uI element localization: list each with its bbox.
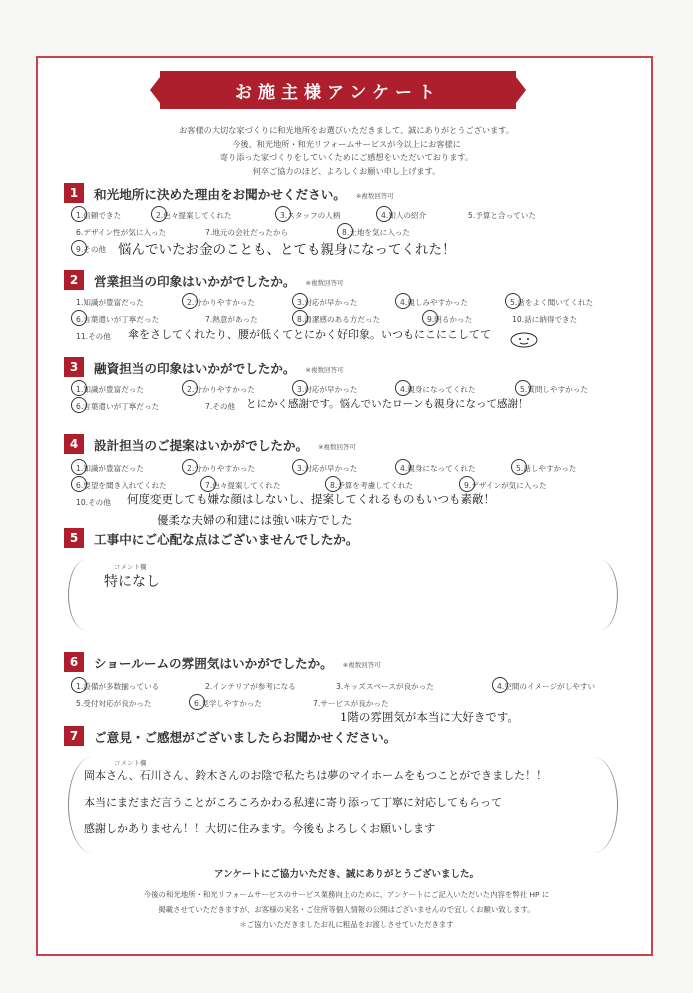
option-checkbox[interactable]: 4.空間のイメージがしやすい (497, 682, 596, 691)
option-checkbox[interactable]: 8.土地を気に入った (342, 228, 410, 237)
option-checkbox[interactable]: 3.スタッフの人柄 (280, 211, 341, 220)
intro-line: 寄り添った家づくりをしていくためにご感想をいただいております。 (219, 152, 474, 162)
smiley-drawing (508, 331, 540, 349)
option-checkbox[interactable]: 1.知識が豊富だった (76, 298, 144, 307)
section-question: 融資担当の印象はいかがでしたか。 (94, 360, 296, 376)
option-checkbox[interactable]: 8.予算を考慮してくれた (330, 481, 414, 490)
multiple-answer-note: ※複数回答可 (305, 278, 344, 287)
option-checkbox[interactable]: 5.話しやすかった (516, 464, 577, 473)
handwritten-answer: 優柔な夫婦の和建には強い味方でした (157, 513, 353, 527)
option-checkbox[interactable]: 9.その他 (76, 245, 107, 254)
multiple-answer-note: ※複数回答可 (342, 660, 381, 669)
handwritten-answer: 感謝しかありません！！大切に住みます。今後もよろしくお願いします (84, 822, 436, 835)
option-checkbox[interactable]: 4.親身になってくれた (400, 385, 476, 394)
intro-line: お客様の大切な家づくりに和光地所をお選びいただきまして、誠にありがとうございます。 (179, 125, 514, 135)
multiple-answer-note: ※複数回答可 (305, 365, 344, 374)
intro-text (60, 124, 633, 178)
option-checkbox[interactable]: 3.キッズスペースが良かった (336, 682, 434, 691)
handwritten-answer: 岡本さん、石川さん、鈴木さんのお陰で私たちは夢のマイホームをもつことができました！！ (84, 769, 548, 782)
option-checkbox[interactable]: 7.地元の会社だったから (205, 228, 289, 237)
option-checkbox[interactable]: 8.清潔感のある方だった (297, 315, 381, 324)
option-checkbox[interactable]: 3.対応が早かった (297, 464, 358, 473)
handwritten-answer: 何度変更しても嫌な顔はしないし、提案してくれるものもいつも素敵！ (127, 492, 495, 506)
option-checkbox[interactable]: 7.色々提案してくれた (205, 481, 281, 490)
option-checkbox[interactable]: 1.知識が豊富だった (76, 464, 144, 473)
multiple-answer-note: ※複数回答可 (355, 191, 394, 200)
option-checkbox[interactable]: 5.予算と合っていた (468, 211, 536, 220)
option-checkbox[interactable]: 6.見学しやすかった (194, 699, 262, 708)
option-checkbox[interactable]: 6.要望を聞き入れてくれた (76, 481, 167, 490)
section-number: 3 (64, 357, 84, 377)
option-checkbox[interactable]: 10.話に納得できた (512, 315, 578, 324)
handwritten-answer: 本当にまだまだ言うことがころころかわる私達に寄り添って丁寧に対応してもらって (84, 796, 502, 809)
section-5-header (64, 528, 358, 548)
option-checkbox[interactable]: 7.サービスが良かった (313, 699, 389, 708)
option-checkbox[interactable]: 10.その他 (76, 498, 111, 507)
option-checkbox[interactable]: 6.デザイン性が気に入った (76, 228, 167, 237)
section-number: 5 (64, 528, 84, 548)
option-checkbox[interactable]: 4.知人の紹介 (381, 211, 427, 220)
section-question: ショールームの雰囲気はいかがでしたか。 (94, 655, 333, 671)
option-checkbox[interactable]: 1.知識が豊富だった (76, 385, 144, 394)
option-checkbox[interactable]: 6.言葉遣いが丁寧だった (76, 315, 160, 324)
section-number: 1 (64, 183, 84, 203)
option-checkbox[interactable]: 2.インテリアが参考になる (205, 682, 296, 691)
section-1-header (64, 183, 394, 203)
option-checkbox[interactable]: 1.設備が多数揃っている (76, 682, 160, 691)
option-checkbox[interactable]: 5.質問しやすかった (520, 385, 588, 394)
privacy-notice (60, 887, 633, 932)
section-number: 4 (64, 434, 84, 454)
option-checkbox[interactable]: 2.分かりやすかった (187, 464, 255, 473)
option-checkbox[interactable]: 4.親しみやすかった (400, 298, 468, 307)
intro-line: 何卒ご協力のほど、よろしくお願い申し上げます。 (252, 165, 441, 176)
option-checkbox[interactable]: 1.信頼できた (76, 211, 122, 220)
option-checkbox[interactable]: 7.その他 (205, 402, 236, 411)
handwritten-answer: 特になし (104, 574, 160, 590)
notice-line: ＊ご協力いただきましたお礼に粗品をお渡しさせていただきます (239, 920, 454, 929)
section-question: 設計担当のご提案はいかがでしたか。 (94, 437, 309, 453)
section-3-header (64, 357, 343, 377)
option-checkbox[interactable]: 6.言葉遣いが丁寧だった (76, 402, 160, 411)
option-checkbox[interactable]: 11.その他 (76, 332, 111, 341)
section-question: 工事中にご心配な点はございませんでしたか。 (94, 531, 359, 547)
handwritten-answer: とにかく感謝です。悩んでいたローンも親身になって感謝！ (246, 398, 529, 410)
notice-line: 今後の和光地所・和光リフォームサービスのサービス業務向上のために、アンケートにご記入いただいた内容を弊社 HP に (143, 890, 550, 899)
section-question: 和光地所に決めた理由をお聞かせください。 (94, 186, 346, 202)
option-checkbox[interactable]: 3.対応が早かった (297, 298, 358, 307)
handwritten-answer: 1階の雰囲気が本当に大好きです。 (340, 710, 519, 724)
notice-line: 掲載させていただきますが、お客様の実名・ご住所等個人情報の公開はございませんので宜しくお願い致します。 (158, 905, 535, 914)
option-checkbox[interactable]: 7.熱意があった (205, 315, 258, 324)
thank-you-heading: アンケートにご協力いただき、誠にありがとうございました。 (213, 869, 480, 880)
section-question: 営業担当の印象はいかがでしたか。 (94, 273, 296, 289)
option-checkbox[interactable]: 5.受付対応が良かった (76, 699, 152, 708)
comment-label: コメント欄 (114, 759, 147, 767)
handwritten-answer: 悩んでいたお金のことも、とても親身になってくれた！ (118, 242, 456, 258)
section-number: 2 (64, 270, 84, 290)
intro-line: 今後、和光地所・和光リフォームサービスが今以上にお客様に (232, 138, 461, 149)
section-2-header (64, 270, 343, 290)
option-checkbox[interactable]: 3.対応が早かった (297, 385, 358, 394)
option-checkbox[interactable]: 2.分かりやすかった (187, 298, 255, 307)
option-checkbox[interactable]: 5.話をよく聞いてくれた (510, 298, 594, 307)
section-6-header (64, 652, 381, 672)
section-7-header (64, 726, 396, 746)
option-checkbox[interactable]: 2.色々提案してくれた (156, 211, 232, 220)
option-checkbox[interactable]: 4.親身になってくれた (400, 464, 476, 473)
section-4-header (64, 434, 356, 454)
section-number: 6 (64, 652, 84, 672)
section-number: 7 (64, 726, 84, 746)
option-checkbox[interactable]: 2.分かりやすかった (187, 385, 255, 394)
option-checkbox[interactable]: 9.明るかった (427, 315, 473, 324)
comment-label: コメント欄 (114, 563, 147, 571)
handwritten-answer: 傘をさしてくれたり、腰が低くてとにかく好印象。いつもにこにこしてて (128, 328, 491, 341)
option-checkbox[interactable]: 9.デザインが気に入った (464, 481, 547, 490)
section-question: ご意見・ご感想がございましたらお聞かせください。 (94, 729, 397, 745)
multiple-answer-note: ※複数回答可 (318, 442, 357, 451)
survey-title: お施主様アンケート (160, 71, 516, 109)
